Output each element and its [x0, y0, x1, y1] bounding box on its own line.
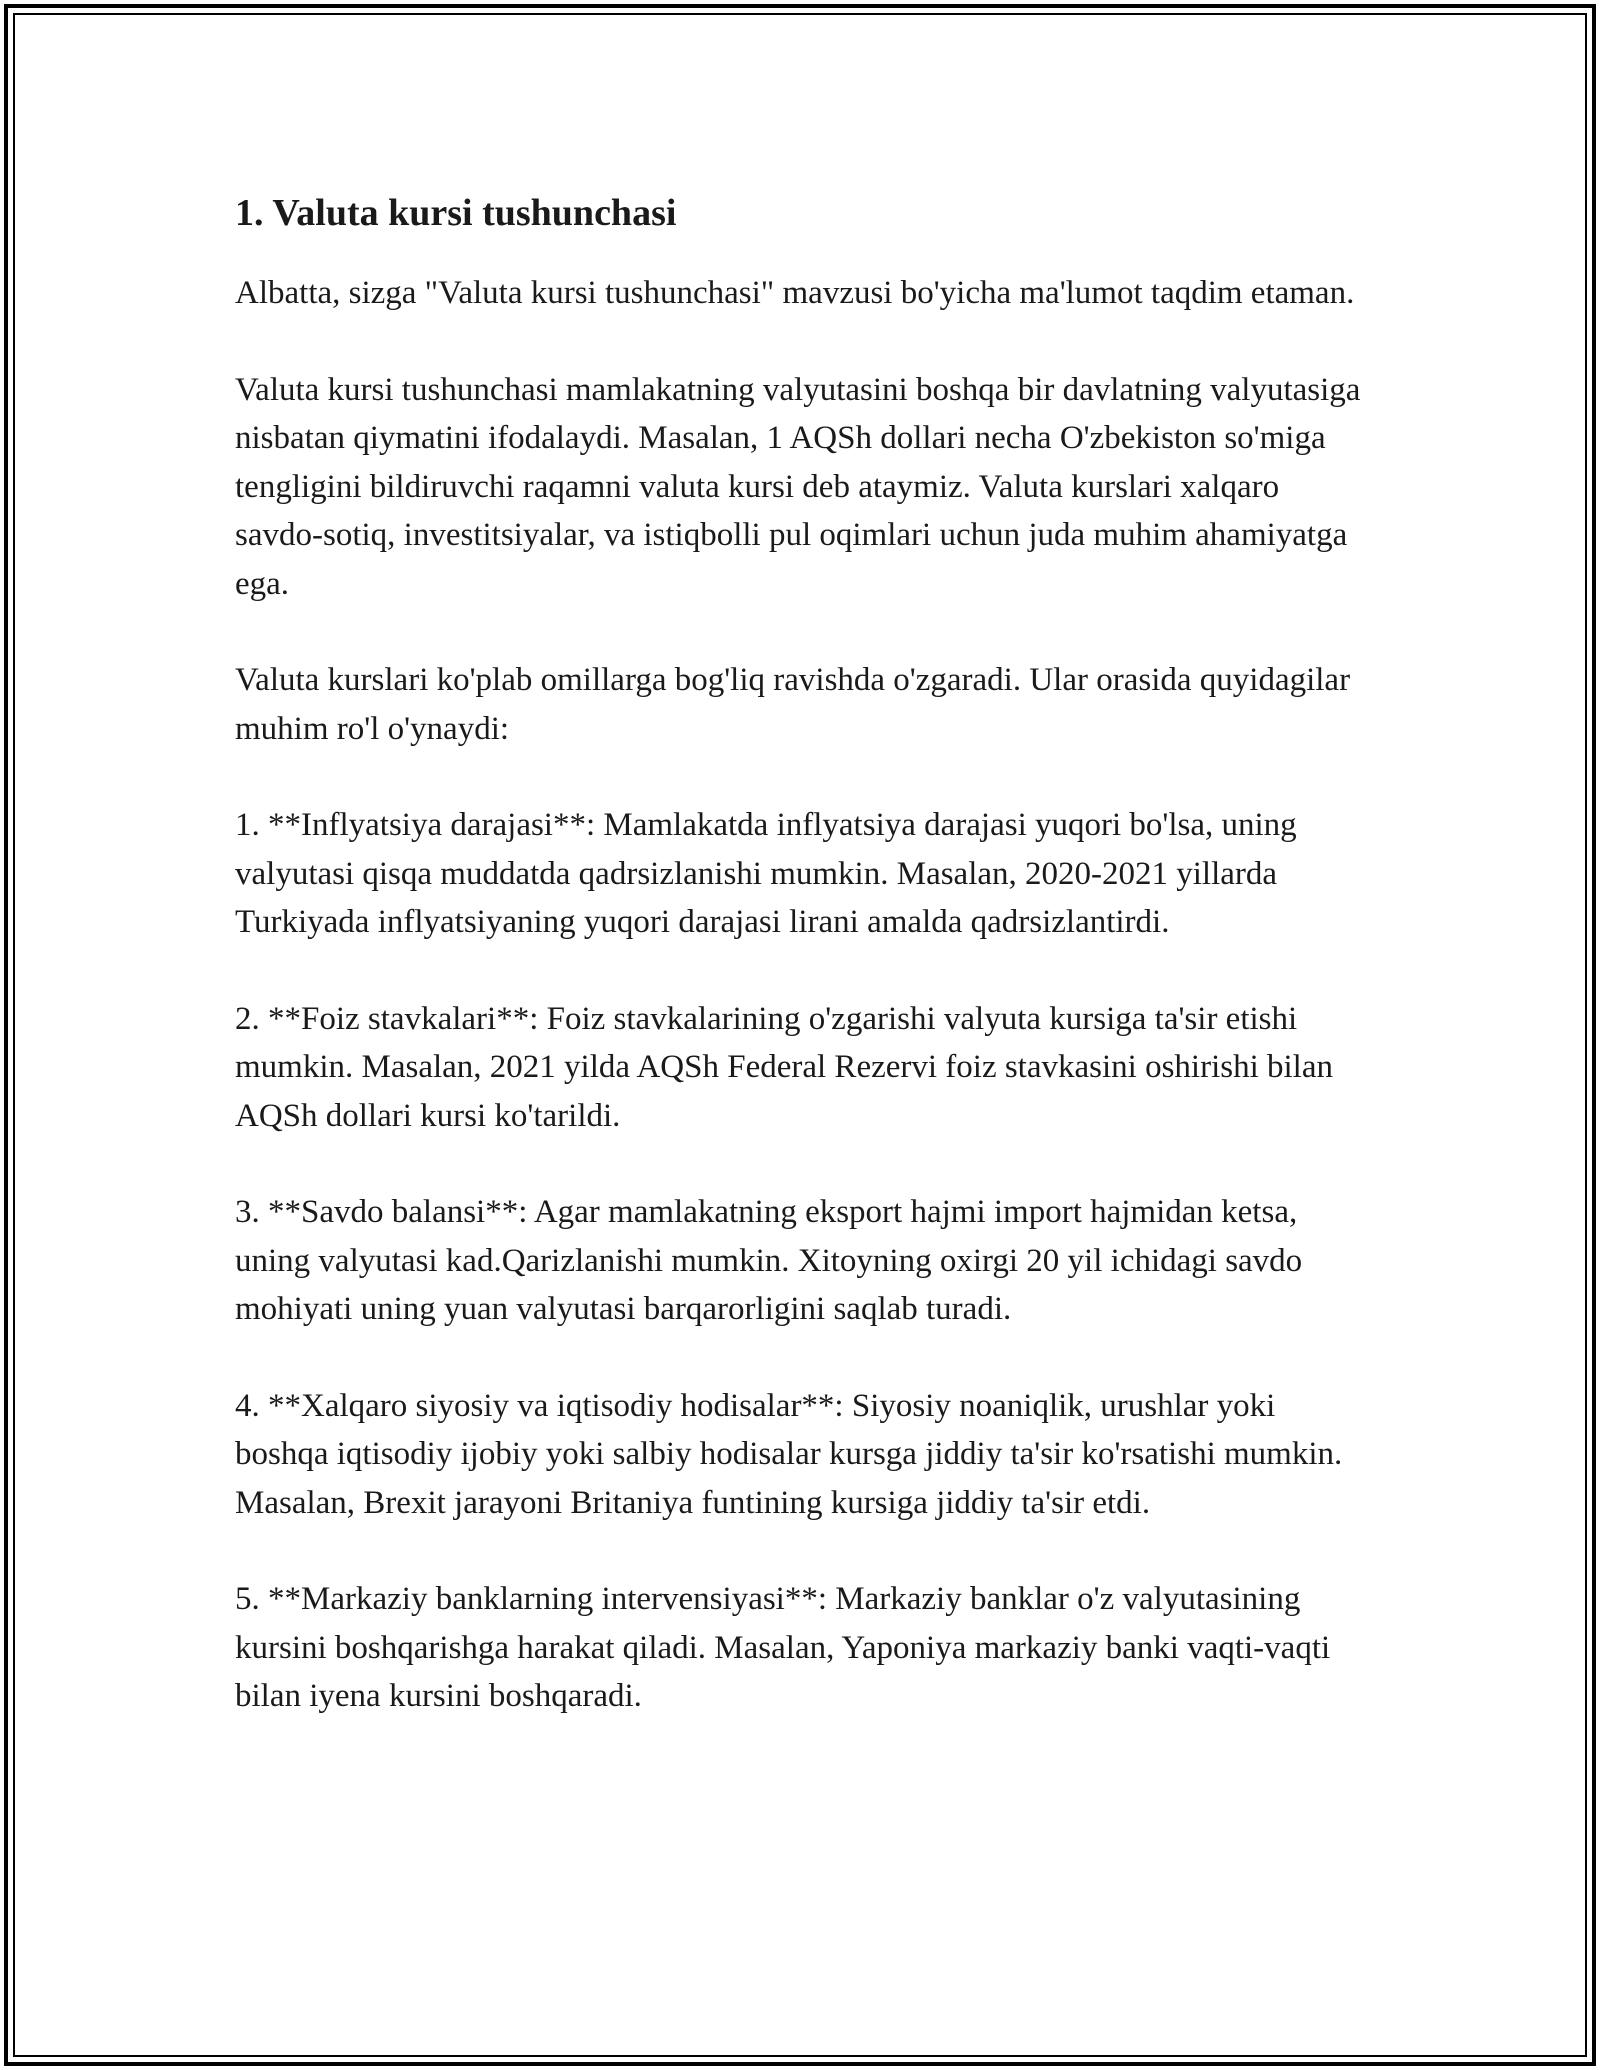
intro-paragraph: Albatta, sizga "Valuta kursi tushunchasi" mavzusi bo'yicha ma'lumot taqdim etaman. [235, 275, 1355, 311]
factors-intro-paragraph: Valuta kurslari ko'plab omillarga bog'liq ravishda o'zgaradi. Ular orasida quyidagilar muhim ro'l o'ynaydi: [235, 662, 1351, 747]
section-heading: 1. Valuta kursi tushunchasi [235, 192, 677, 234]
factor-political-events-paragraph: 4. **Xalqaro siyosiy va iqtisodiy hodisalar**: Siyosiy noaniqlik, urushlar yoki boshqa iqtisodiy ijobiy yoki salbiy hodisalar kursga jiddiy ta'sir ko'rsatishi mumkin. Masalan, Brexit jarayoni Britaniya funtining kursiga jiddiy ta'sir etdi. [235, 1387, 1343, 1521]
definition-paragraph: Valuta kursi tushunchasi mamlakatning valyutasini boshqa bir davlatning valyutasiga nisbatan qiymatini ifodalaydi. Masalan, 1 AQSh dollari necha O'zbekiston so'miga tengligini bildiruvchi raqamni valuta kursi deb ataymiz. Valuta kurslari xalqaro savdo-sotiq, investitsiyalar, va istiqbolli pul oqimlari uchun juda muhim ahamiyatga ega. [235, 371, 1361, 602]
factor-interest-rates-paragraph: 2. **Foiz stavkalari**: Foiz stavkalarining o'zgarishi valyuta kursiga ta'sir etishi mumkin. Masalan, 2021 yilda AQSh Federal Rezervi foiz stavkasini oshirishi bilan AQSh dollari kursi ko'tarildi. [235, 1000, 1333, 1134]
factor-central-bank-paragraph: 5. **Markaziy banklarning intervensiyasi**: Markaziy banklar o'z valyutasining kursini boshqarishga harakat qiladi. Masalan, Yaponiya markaziy banki vaqti-vaqti bilan iyena kursini boshqaradi. [235, 1581, 1331, 1714]
document-body [235, 185, 1375, 1721]
factor-trade-balance-paragraph: 3. **Savdo balansi**: Agar mamlakatning eksport hajmi import hajmidan ketsa, uning valyutasi kad.Qarizlanishi mumkin. Xitoyning oxirgi 20 yil ichidagi savdo mohiyati uning yuan valyutasi barqarorligini saqlab turadi. [235, 1194, 1303, 1327]
factor-inflation-paragraph: 1. **Inflyatsiya darajasi**: Mamlakatda inflyatsiya darajasi yuqori bo'lsa, uning valyutasi qisqa muddatda qadrsizlanishi mumkin. Masalan, 2020-2021 yillarda Turkiyada inflyatsiyaning yuqori darajasi lirani amalda qadrsizlantirdi. [235, 807, 1297, 940]
